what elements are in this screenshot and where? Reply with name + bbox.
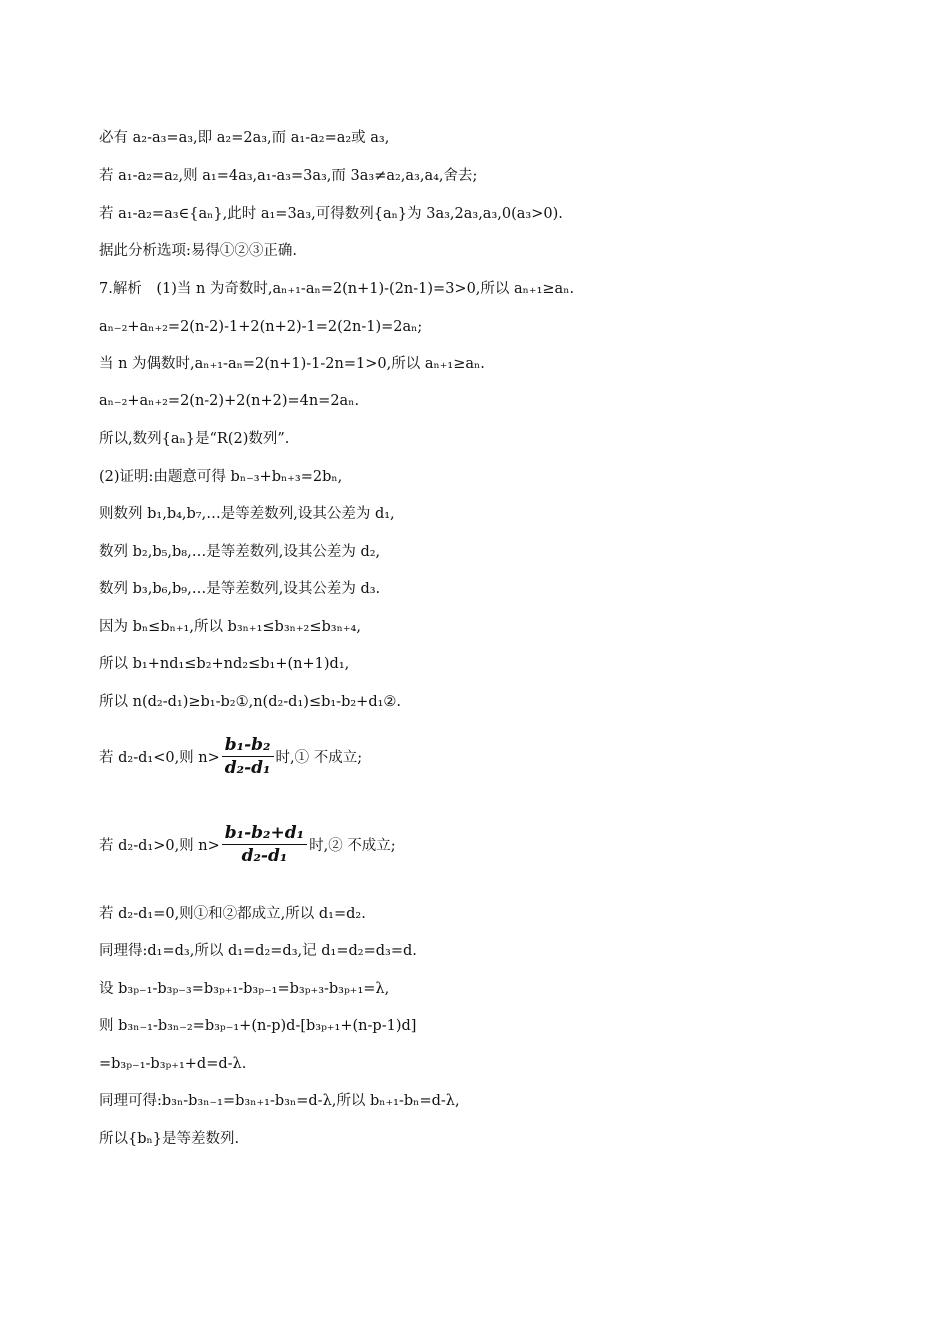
text-line: 若 a₁-a₂=a₃∈{aₙ},此时 a₁=3a₃,可得数列{aₙ}为 3a₃,2a₃,a₃,0(a₃>0).	[99, 206, 563, 222]
fraction	[222, 822, 307, 867]
text-line: 若 d₂-d₁=0,则①和②都成立,所以 d₁=d₂.	[99, 906, 366, 922]
text-line: (2)证明:由题意可得 bₙ₋₃+bₙ₊₃=2bₙ,	[99, 469, 343, 485]
fraction-line-1	[99, 734, 362, 779]
text-line: 所以 b₁+nd₁≤b₂+nd₂≤b₁+(n+1)d₁,	[99, 656, 350, 672]
text-line: 7.解析 (1)当 n 为奇数时,aₙ₊₁-aₙ=2(n+1)-(2n-1)=3>0,所以 aₙ₊₁≥aₙ.	[99, 281, 575, 297]
text-line: 所以 n(d₂-d₁)≥b₁-b₂①,n(d₂-d₁)≤b₁-b₂+d₁②.	[99, 694, 402, 710]
text-line: 所以,数列{aₙ}是“R(2)数列”.	[99, 431, 290, 447]
text-line: 则 b₃ₙ₋₁-b₃ₙ₋₂=b₃ₚ₋₁+(n-p)d-[b₃ₚ₊₁+(n-p-1)d]	[99, 1018, 417, 1034]
fraction-prefix: 若 d₂-d₁<0,则 n>	[99, 750, 220, 766]
fraction-denominator: d₂-d₁	[241, 846, 288, 866]
text-line: 设 b₃ₚ₋₁-b₃ₚ₋₃=b₃ₚ₊₁-b₃ₚ₋₁=b₃ₚ₊₃-b₃ₚ₊₁=λ,	[99, 981, 390, 997]
text-line: aₙ₋₂+aₙ₊₂=2(n-2)+2(n+2)=4n=2aₙ.	[99, 393, 360, 409]
fraction-suffix: 时,② 不成立;	[309, 838, 396, 854]
fraction-numerator: b₁-b₂+d₁	[222, 822, 307, 845]
fraction-numerator: b₁-b₂	[222, 734, 274, 757]
text-line: aₙ₋₂+aₙ₊₂=2(n-2)-1+2(n+2)-1=2(2n-1)=2aₙ;	[99, 319, 423, 335]
fraction-line-2	[99, 822, 396, 867]
text-line: 同理可得:b₃ₙ-b₃ₙ₋₁=b₃ₙ₊₁-b₃ₙ=d-λ,所以 bₙ₊₁-bₙ=d-λ,	[99, 1093, 460, 1109]
text-line: 同理得:d₁=d₃,所以 d₁=d₂=d₃,记 d₁=d₂=d₃=d.	[99, 943, 417, 959]
text-line: =b₃ₚ₋₁-b₃ₚ₊₁+d=d-λ.	[99, 1056, 247, 1072]
text-line: 数列 b₃,b₆,b₉,…是等差数列,设其公差为 d₃.	[99, 581, 381, 597]
text-line: 因为 bₙ≤bₙ₊₁,所以 b₃ₙ₊₁≤b₃ₙ₊₂≤b₃ₙ₊₄,	[99, 619, 361, 635]
fraction	[222, 734, 274, 779]
text-line: 数列 b₂,b₅,b₈,…是等差数列,设其公差为 d₂,	[99, 544, 381, 560]
fraction-prefix: 若 d₂-d₁>0,则 n>	[99, 838, 220, 854]
fraction-denominator: d₂-d₁	[224, 758, 271, 778]
text-line: 当 n 为偶数时,aₙ₊₁-aₙ=2(n+1)-1-2n=1>0,所以 aₙ₊₁≥aₙ.	[99, 356, 485, 372]
fraction-suffix: 时,① 不成立;	[275, 750, 363, 766]
text-line: 所以{bₙ}是等差数列.	[99, 1131, 240, 1147]
text-line: 据此分析选项:易得①②③正确.	[99, 243, 297, 259]
text-line: 若 a₁-a₂=a₂,则 a₁=4a₃,a₁-a₃=3a₃,而 3a₃≠a₂,a₃,a₄,舍去;	[99, 168, 478, 184]
text-line: 必有 a₂-a₃=a₃,即 a₂=2a₃,而 a₁-a₂=a₂或 a₃,	[99, 130, 390, 146]
text-line: 则数列 b₁,b₄,b₇,…是等差数列,设其公差为 d₁,	[99, 506, 395, 522]
